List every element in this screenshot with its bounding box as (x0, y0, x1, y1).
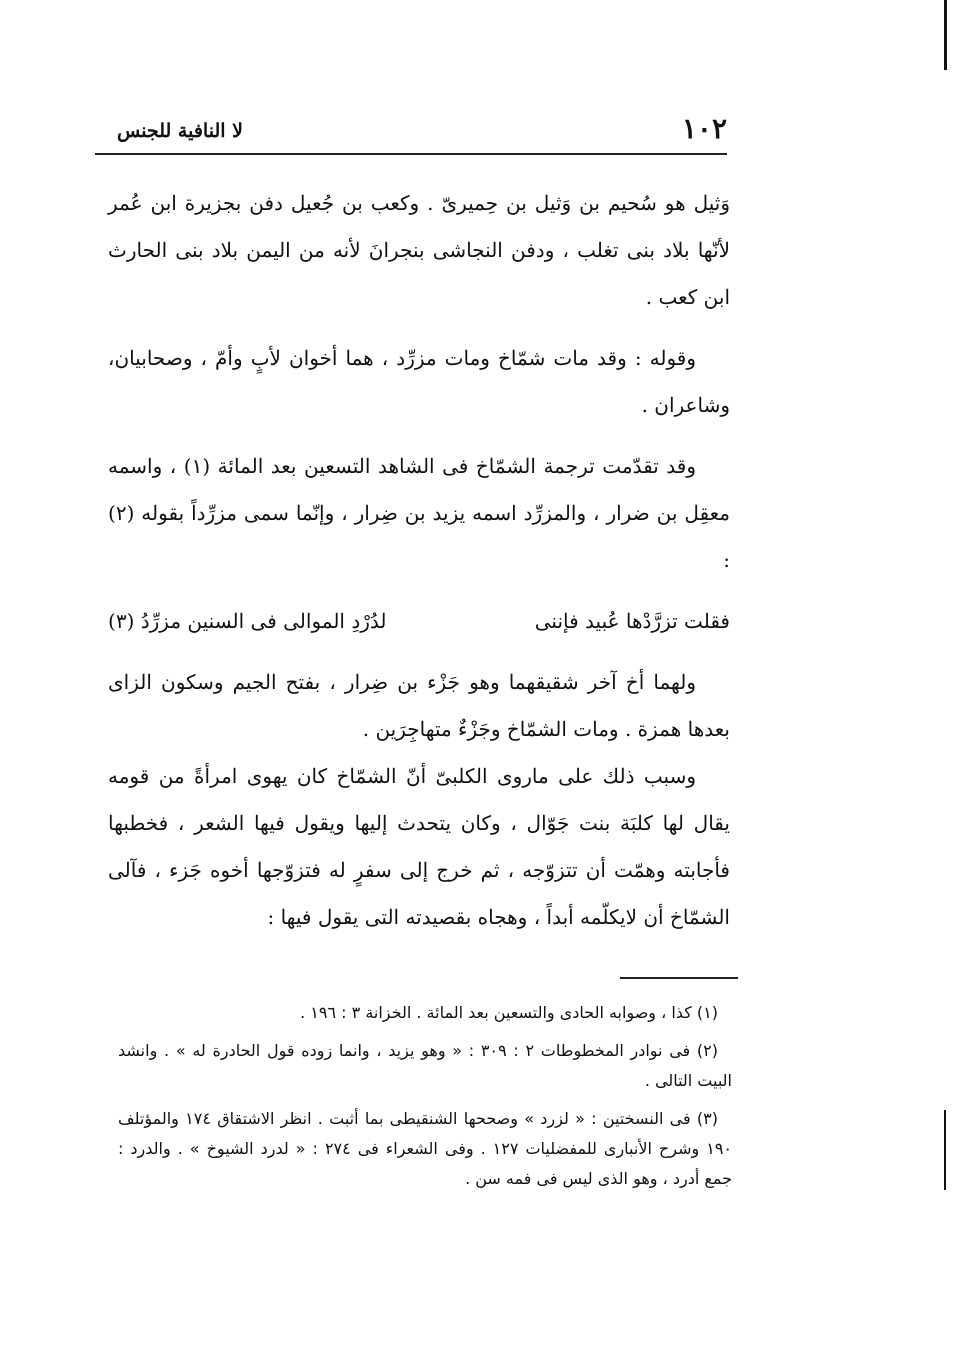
footnote-rule (620, 977, 738, 979)
verse-first-hemistich: فقلت تزرَّدْها عُبيد فإننى (534, 609, 730, 633)
poetry-verse (108, 598, 730, 645)
page-number: ١٠٢ (681, 112, 727, 145)
footnote-1: (١) كذا ، وصوابه الحادى والتسعين بعد المائة . الخزانة ٣ : ١٩٦ . (300, 1003, 718, 1022)
running-title: لا النافية للجنس (117, 120, 243, 142)
scan-edge-mark-lower (944, 1110, 946, 1190)
page-header (95, 112, 727, 152)
scan-edge-mark (944, 0, 947, 70)
footnote-2: (٢) فى نوادر المخطوطات ٢ : ٣٠٩ : « وهو يزيد ، وانما زوده قول الحادرة له » . وانشد البيت التالى . (118, 1041, 732, 1090)
footnote-3: (٣) فى النسختين : « لزرد » وصححها الشنقيطى بما أثبت . انظر الاشتقاق ١٧٤ والمؤتلف ١٩٠ وشرح الأنبارى للمفضليات ١٢٧ . وفى الشعراء فى ٢٧٤ : « لدرد الشيوخ » . والدرد : جمع أدرد ، وهو الذى ليس فى فمه سن . (118, 1109, 732, 1188)
paragraph-1: وَثيل هو سُحيم بن وَثيل بن حِميرىّ . وكعب بن جُعيل دفن بجزيرة ابن عُمر لأنّها بلاد بنى تغلب ، ودفن النجاشى بنجرانَ لأنه من اليمن بلاد بنى الحارث ابن كعب . (108, 191, 730, 309)
paragraph-4: ولهما أخ آخر شقيقهما وهو جَزْء بن ضِرار ، بفتح الجيم وسكون الزاى بعدها همزة . ومات الشمّاخ وجَزْءٌ متهاجِرَين . (108, 670, 730, 741)
paragraph-2: وقوله : وقد مات شمّاخ ومات مزرِّد ، هما أخوان لأبٍ وأمّ ، وصحابيان، وشاعران . (108, 346, 730, 417)
paragraph-3: وقد تقدّمت ترجمة الشمّاخ فى الشاهد التسعين بعد المائة (١) ، واسمه معقِل بن ضرار ، والمزرِّد اسمه يزيد بن ضِرار ، وإنّما سمى مزرِّداً بقوله (٢) : (108, 454, 730, 572)
main-text (108, 180, 730, 941)
header-rule (95, 153, 727, 155)
footnotes (118, 998, 732, 1202)
verse-second-hemistich: لدُرْدِ الموالى فى السنين مزرِّدُ (٣) (108, 609, 387, 633)
paragraph-5: وسبب ذلك على ماروى الكلبىّ أنّ الشمّاخ كان يهوى امرأةً من قومه يقال لها كلبَة بنت جَوّال ، وكان يتحدث إليها ويقول فيها الشعر ، فخطبها فأجابته وهمّت أن تتزوّجه ، ثم خرج إلى سفرٍ له فتزوّجها أخوه جَزء ، فآلى الشمّاخ أن لايكلّمه أبداً ، وهجاه بقصيدته التى يقول فيها : (108, 764, 730, 929)
